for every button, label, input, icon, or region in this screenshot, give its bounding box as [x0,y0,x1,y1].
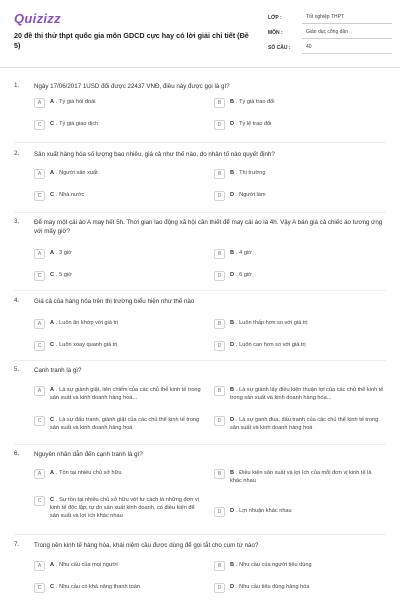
option-letter-box: B [214,561,225,571]
option-letter-box: D [214,271,225,281]
option-letter-box: D [214,341,225,351]
option-b[interactable]: B B . 4 giờ [214,249,384,259]
option-letter-box: D [214,120,225,130]
option-letter: B [230,470,235,476]
option-text: Nhu cầu của người tiêu dùng [239,562,312,568]
option-letter-box: C [34,341,45,351]
option-a[interactable]: A A . Tỷ giá hối đoái [34,98,204,108]
option-letter-box: B [214,98,225,108]
meta-table [268,10,392,55]
option-letter: D [230,121,235,127]
option-c[interactable]: C C . Là sự đấu tranh, giành giật của các chủ thể kinh tế trong sản xuất và kinh doanh hàng hoá [34,416,204,432]
option-d[interactable]: D D . Lợi nhuận khác nhau [214,507,384,517]
option-text: Luôn xoay quanh giá trị [59,342,118,348]
option-letter: D [230,417,235,423]
option-letter-box: B [214,469,225,479]
meta-label: MÔN : [268,29,283,36]
question-text: Giá cả của hàng hóa trên thị trường biểu hiện như thế nào [34,298,195,305]
document-header [0,0,400,68]
option-letter: C [50,497,55,503]
option-text: Tồn tại nhiều chủ sở hữu [59,470,122,476]
question-text: Trong nền kinh tế hàng hóa, khái niệm cầu được dùng để gọi tắt cho cụm từ nào? [34,542,259,549]
option-letter: B [230,320,235,326]
option-d[interactable]: D D . Nhu cầu tiêu dùng hàng hóa [214,583,384,593]
option-letter-box: A [34,98,45,108]
option-letter: B [230,387,235,393]
option-letter-box: A [34,249,45,259]
option-letter: A [50,250,55,256]
option-letter: B [230,562,235,568]
option-letter-box: C [34,120,45,130]
option-text: Thị trường [239,170,266,176]
option-b[interactable]: B B . Nhu cầu của người tiêu dùng [214,561,384,571]
question-number: 6. [14,450,20,457]
option-d[interactable]: D D . Luôn cao hơn so với giá trị [214,341,384,351]
option-letter-box: A [34,386,45,396]
option-letter: A [50,470,55,476]
option-text: Sự tồn tại nhiều chủ sở hữu với tư cách là những đơn vị kinh tế độc lập, tự do sản xuất kinh doanh, có điều kiện để sản xuất và lợi ích khác nhau [50,497,199,520]
meta-label: SỐ CÂU : [268,44,291,51]
option-letter-box: B [214,319,225,329]
option-text: Nhà nước [59,192,85,198]
option-letter-box: C [34,416,45,426]
question-divider [14,534,386,535]
meta-row-question-count [268,40,392,55]
option-b[interactable]: B B . Điều kiện sản xuất và lợi ích của mỗi đơn vị kinh tế là khác nhau [214,469,384,485]
option-text: Là sự đấu tranh, giành giật của các chủ thể kinh tế trong sản xuất và kinh doanh hàng hoá [50,417,200,432]
option-letter: D [230,192,235,198]
option-letter: A [50,320,55,326]
option-letter-box: C [34,271,45,281]
question-divider [14,444,386,445]
option-text: Là sự ganh đua, đấu tranh của các chủ thể kinh tế trong sản xuất và kinh doanh hàng hoá [230,417,379,432]
question-text: Nguyên nhân dẫn đến cạnh tranh là gì? [34,451,143,458]
question-number: 2. [14,150,20,157]
option-text: Lợi nhuận khác nhau [239,508,292,514]
option-a[interactable]: A A . Tồn tại nhiều chủ sở hữu [34,469,204,479]
option-b[interactable]: B B . Thị trường [214,169,384,179]
option-letter: C [50,342,55,348]
meta-row-subject [268,25,392,40]
option-text: Người sản xuất [59,170,98,176]
option-d[interactable]: D D . Tỷ lệ trao đổi [214,120,384,130]
option-letter-box: D [214,191,225,201]
option-letter: B [230,170,235,176]
option-text: Nhu cầu của mọi người [59,562,118,568]
option-d[interactable]: D D . Là sự ganh đua, đấu tranh của các chủ thể kinh tế trong sản xuất và kinh doanh hàng hoá [214,416,384,432]
option-text: Nhu cầu tiêu dùng hàng hóa [239,584,310,590]
option-letter: C [50,417,55,423]
option-letter: C [50,192,55,198]
option-letter-box: B [214,249,225,259]
option-a[interactable]: A A . Người sản xuất [34,169,204,179]
option-c[interactable]: C C . Luôn xoay quanh giá trị [34,341,204,351]
meta-value: Giáo dục công dân [302,27,392,39]
question-number: 1. [14,82,20,89]
option-letter: C [50,121,55,127]
option-text: Điều kiện sản xuất và lợi ích của mỗi đơn vị kinh tế là khác nhau [230,470,372,485]
option-letter: B [230,250,235,256]
option-letter-box: C [34,191,45,201]
question-number: 7. [14,541,20,548]
option-text: Luôn cao hơn so với giá trị [239,342,306,348]
option-d[interactable]: D D . 6 giờ [214,271,384,281]
option-letter-box: B [214,386,225,396]
option-letter: C [50,272,55,278]
question-divider [14,212,386,213]
option-letter-box: A [34,561,45,571]
option-letter: A [50,170,55,176]
option-letter: D [230,272,235,278]
question-text: Để may một cái áo A may hết 5h. Thời gian lao động xã hội cần thiết để may cái áo là 4h. Vậy A bán giá cả chiếc áo tương ứng với mấy giờ? [34,219,383,236]
option-letter-box: C [34,496,45,506]
option-letter: D [230,584,235,590]
question-number: 4. [14,297,20,304]
question-divider [14,290,386,291]
option-c[interactable]: C C . Tỷ giá giao dịch [34,120,204,130]
option-letter: C [50,584,55,590]
option-b[interactable]: B B . Luôn thấp hơn so với giá trị [214,319,384,329]
question-number: 5. [14,366,20,373]
option-letter-box: C [34,583,45,593]
question-text: Cạnh tranh là gì? [34,367,82,374]
option-text: Là sự giành giật, liên chiếm của các chủ thể kinh tế trong sản xuất và kinh doanh hàng hoá... [50,387,201,402]
option-text: Luôn thấp hơn so với giá trị [239,320,308,326]
option-letter: A [50,562,55,568]
option-text: Luôn ăn khớp với giá trị [59,320,119,326]
option-text: 4 giờ [239,250,252,256]
meta-value: 40 [302,42,392,54]
meta-row-class [268,10,392,25]
option-text: Tỷ giá trao đổi [239,99,275,105]
question-text: Sản xuất hàng hóa số lượng bao nhiêu, giá cả như thế nào, do nhân tố nào quyết định? [34,151,275,158]
option-letter-box: A [34,319,45,329]
option-letter: D [230,508,235,514]
option-letter-box: D [214,416,225,426]
option-a[interactable]: A A . 3 giờ [34,249,204,259]
meta-label: LỚP : [268,14,282,21]
option-text: Người làm [239,192,266,198]
option-letter: A [50,387,55,393]
option-a[interactable]: A A . Là sự giành giật, liên chiếm của các chủ thể kinh tế trong sản xuất và kinh doanh hàng hoá... [34,386,204,402]
option-b[interactable]: B B . Tỷ giá trao đổi [214,98,384,108]
question-divider [14,142,386,143]
option-c[interactable]: C C . Nhu cầu có khả năng thanh toán [34,583,204,593]
question-divider [14,360,386,361]
option-text: Tỷ giá hối đoái [59,99,96,105]
question-text: Ngày 17/06/2017 1USD đổi được 22437 VNĐ, điều này được gọi là gì? [34,83,230,90]
document-title: 20 đề thi thử thpt quốc gia môn GDCD cực hay có lời giải chi tiết (Đề 5) [14,31,249,50]
option-text: Tỷ lệ trao đổi [239,121,272,127]
option-a[interactable]: A A . Luôn ăn khớp với giá trị [34,319,204,329]
quizizz-logo: Quizizz [14,11,61,26]
option-c[interactable]: C C . 5 giờ [34,271,204,281]
option-letter-box: A [34,469,45,479]
option-d[interactable]: D D . Người làm [214,191,384,201]
option-text: 6 giờ [239,272,252,278]
option-c[interactable]: C C . Nhà nước [34,191,204,201]
option-letter: A [50,99,55,105]
option-text: Là sự giành lấy điều kiện thuận lợi của các chủ thể kinh tế trong sản xuất và kinh doanh hàng hóa... [230,387,384,402]
option-b[interactable]: B B . Là sự giành lấy điều kiện thuận lợi của các chủ thể kinh tế trong sản xuất và kinh doanh hàng hóa... [214,386,384,402]
option-letter-box: B [214,169,225,179]
option-letter: D [230,342,235,348]
option-letter-box: A [34,169,45,179]
question-number: 3. [14,218,20,225]
option-text: Nhu cầu có khả năng thanh toán [59,584,141,590]
option-c[interactable]: C C . Sự tồn tại nhiều chủ sở hữu với tư cách là những đơn vị kinh tế độc lập, tự do sản xuất kinh doanh, có điều kiện để sản xuất và lợi ích khác nhau [34,496,204,520]
option-text: 5 giờ [59,272,72,278]
meta-value: Tốt nghiệp THPT [302,12,392,24]
option-letter: B [230,99,235,105]
option-letter-box: D [214,507,225,517]
option-letter-box: D [214,583,225,593]
option-text: 3 giờ [59,250,72,256]
option-text: Tỷ giá giao dịch [59,121,99,127]
option-a[interactable]: A A . Nhu cầu của mọi người [34,561,204,571]
